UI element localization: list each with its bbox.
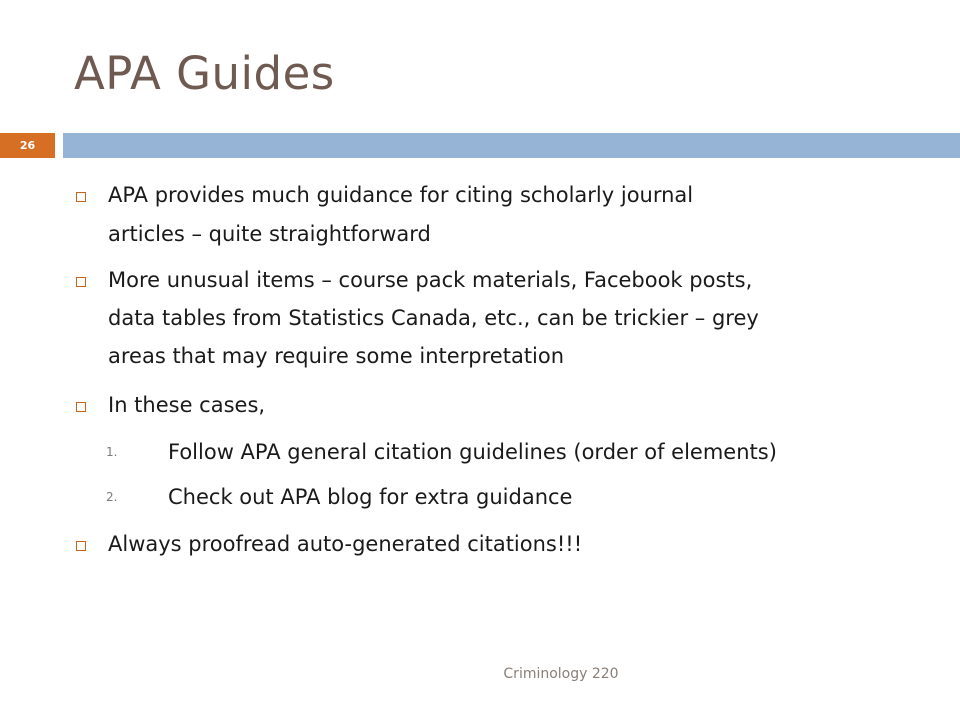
number-marker: 1. — [106, 445, 118, 459]
bullet-line: In these cases, — [108, 393, 266, 417]
square-bullet-icon — [76, 277, 86, 287]
bullet-line: Always proofread auto-generated citations!!! — [108, 532, 583, 556]
square-bullet-icon — [76, 541, 86, 551]
bullet-line: data tables from Statistics Canada, etc., can be trickier – grey — [108, 306, 759, 330]
square-bullet-icon — [76, 192, 86, 202]
slide-footer: Criminology 220 — [503, 666, 619, 682]
number-marker: 2. — [106, 490, 118, 504]
bullet-line: articles – quite straightforward — [108, 222, 431, 246]
slide-title: APA Guides — [74, 47, 335, 100]
bullet-line: APA provides much guidance for citing scholarly journal — [108, 183, 694, 207]
numbered-text: Follow APA general citation guidelines (order of elements) — [168, 440, 777, 464]
numbered-text: Check out APA blog for extra guidance — [168, 485, 573, 509]
square-bullet-icon — [76, 402, 86, 412]
slide-number-badge: 26 — [0, 133, 55, 158]
title-rule-bar — [63, 133, 960, 158]
bullet-line: More unusual items – course pack materials, Facebook posts, — [108, 268, 753, 292]
bullet-line: areas that may require some interpretation — [108, 344, 565, 368]
